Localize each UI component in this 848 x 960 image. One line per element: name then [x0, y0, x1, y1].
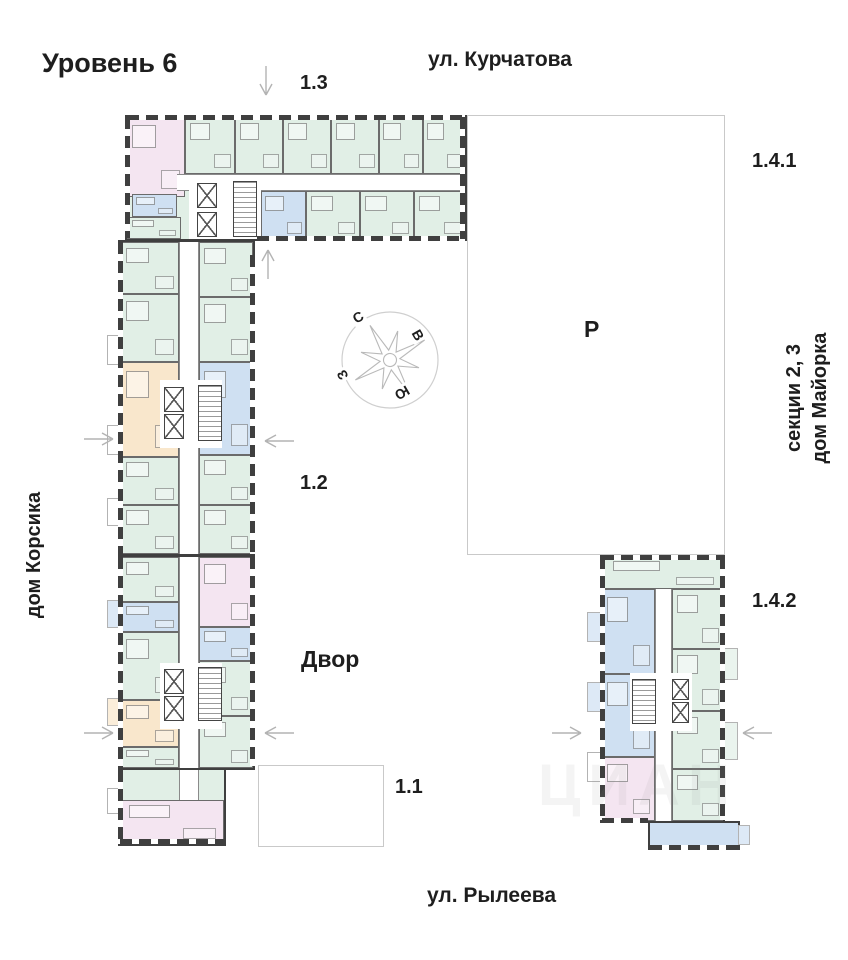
elevator-shaft	[164, 696, 184, 721]
compass-east: В	[408, 326, 428, 344]
apartment-unit[interactable]	[414, 191, 465, 239]
elevator-shaft	[672, 679, 689, 700]
apartment-unit[interactable]	[423, 117, 465, 174]
balcony	[724, 648, 738, 680]
apartment-unit[interactable]	[199, 505, 253, 554]
apartment-unit[interactable]	[120, 557, 179, 602]
entrance-arrow-up	[259, 247, 277, 281]
entrance-arrow-left	[262, 432, 296, 450]
elevator-shaft	[164, 669, 184, 694]
entrance-arrow-down	[257, 64, 275, 98]
balcony	[738, 825, 750, 845]
apartment-unit[interactable]	[199, 627, 253, 661]
window-wall	[127, 115, 465, 120]
apartment-unit[interactable]	[120, 602, 179, 632]
window-wall	[257, 236, 465, 241]
apartment-unit[interactable]	[306, 191, 360, 239]
window-wall	[118, 770, 123, 844]
apartment-unit[interactable]	[672, 589, 723, 649]
entrance-arrow-right	[82, 724, 116, 742]
entrance-arrow-left	[262, 724, 296, 742]
apartment-unit[interactable]	[199, 242, 253, 297]
section-label-1-4-1: 1.4.1	[752, 150, 797, 172]
window-wall	[125, 117, 130, 238]
compass-west: З	[333, 367, 352, 383]
apartment-unit[interactable]	[602, 589, 655, 674]
staircase	[198, 385, 222, 441]
balcony	[587, 752, 601, 782]
entrance-arrow-right	[550, 724, 584, 742]
window-wall	[460, 117, 465, 239]
apartment-unit[interactable]	[602, 757, 655, 821]
apartment-unit[interactable]	[120, 747, 179, 768]
apartment-unit[interactable]	[120, 505, 179, 554]
house-label-mayorka-line1: секции 2, 3	[783, 343, 805, 453]
area-outline-1-1	[258, 765, 384, 847]
apartment-unit[interactable]	[360, 191, 414, 239]
apartment-unit[interactable]	[185, 117, 235, 174]
staircase	[233, 181, 257, 237]
apartment-unit[interactable]	[120, 800, 224, 844]
balcony	[587, 682, 601, 712]
elevator-shaft	[672, 702, 689, 723]
window-wall	[602, 818, 648, 823]
section-label-1-1: 1.1	[395, 776, 423, 798]
apartment-unit[interactable]	[672, 769, 723, 821]
apartment-unit[interactable]	[199, 297, 253, 362]
building-section-1-4-2[interactable]	[600, 555, 725, 823]
compass-south: Ю	[391, 382, 413, 404]
apartment-unit[interactable]	[120, 294, 179, 362]
building-section-1-1-end[interactable]	[118, 768, 226, 846]
street-label-top: ул. Курчатова	[428, 48, 572, 71]
building-section-1-1[interactable]	[118, 555, 255, 770]
building-section-1-3[interactable]	[125, 115, 467, 241]
balcony	[723, 722, 738, 760]
apartment-unit[interactable]	[120, 242, 179, 294]
staircase	[632, 679, 656, 724]
window-wall	[720, 557, 725, 820]
apartment-unit[interactable]	[283, 117, 331, 174]
parking-label: Р	[584, 316, 600, 342]
window-wall	[650, 845, 738, 850]
courtyard-label: Двор	[301, 646, 360, 672]
apartment-unit[interactable]	[235, 117, 283, 174]
entrance-arrow-left	[740, 724, 774, 742]
house-label-korsika: дом Корсика	[23, 491, 45, 619]
entrance-arrow-right	[82, 430, 116, 448]
apartment-unit[interactable]	[331, 117, 379, 174]
section-label-1-3: 1.3	[300, 72, 328, 94]
section-label-1-4-2: 1.4.2	[752, 590, 797, 612]
corridor	[179, 770, 199, 800]
apartment-unit[interactable]	[120, 457, 179, 505]
window-wall	[602, 555, 723, 560]
window-wall	[600, 557, 605, 820]
apartment-unit[interactable]	[127, 217, 181, 239]
apartment-unit[interactable]	[199, 455, 253, 505]
compass-rose	[333, 307, 443, 413]
staircase	[198, 667, 222, 721]
section-label-1-2: 1.2	[300, 472, 328, 494]
window-wall	[250, 557, 255, 766]
window-wall	[118, 242, 123, 554]
elevator-shaft	[164, 387, 184, 412]
apartment-unit[interactable]	[261, 191, 306, 239]
balcony	[587, 612, 601, 642]
house-label-mayorka	[781, 313, 833, 483]
apartment-unit[interactable]	[379, 117, 423, 174]
house-label-mayorka-line2: дом Майорка	[809, 332, 831, 464]
compass-north: С	[349, 307, 367, 327]
elevator-shaft	[197, 183, 217, 208]
window-wall	[118, 557, 123, 768]
apartment-unit[interactable]	[199, 557, 253, 627]
apartment-unit[interactable]	[132, 194, 177, 217]
window-wall	[120, 839, 224, 844]
street-label-bottom: ул. Рылеева	[427, 884, 557, 907]
elevator-shaft	[197, 212, 217, 237]
apartment-unit[interactable]	[602, 557, 723, 589]
building-section-1-2[interactable]	[118, 240, 255, 556]
elevator-shaft	[164, 414, 184, 439]
window-wall	[250, 255, 255, 554]
page-title: Уровень 6	[42, 48, 178, 78]
